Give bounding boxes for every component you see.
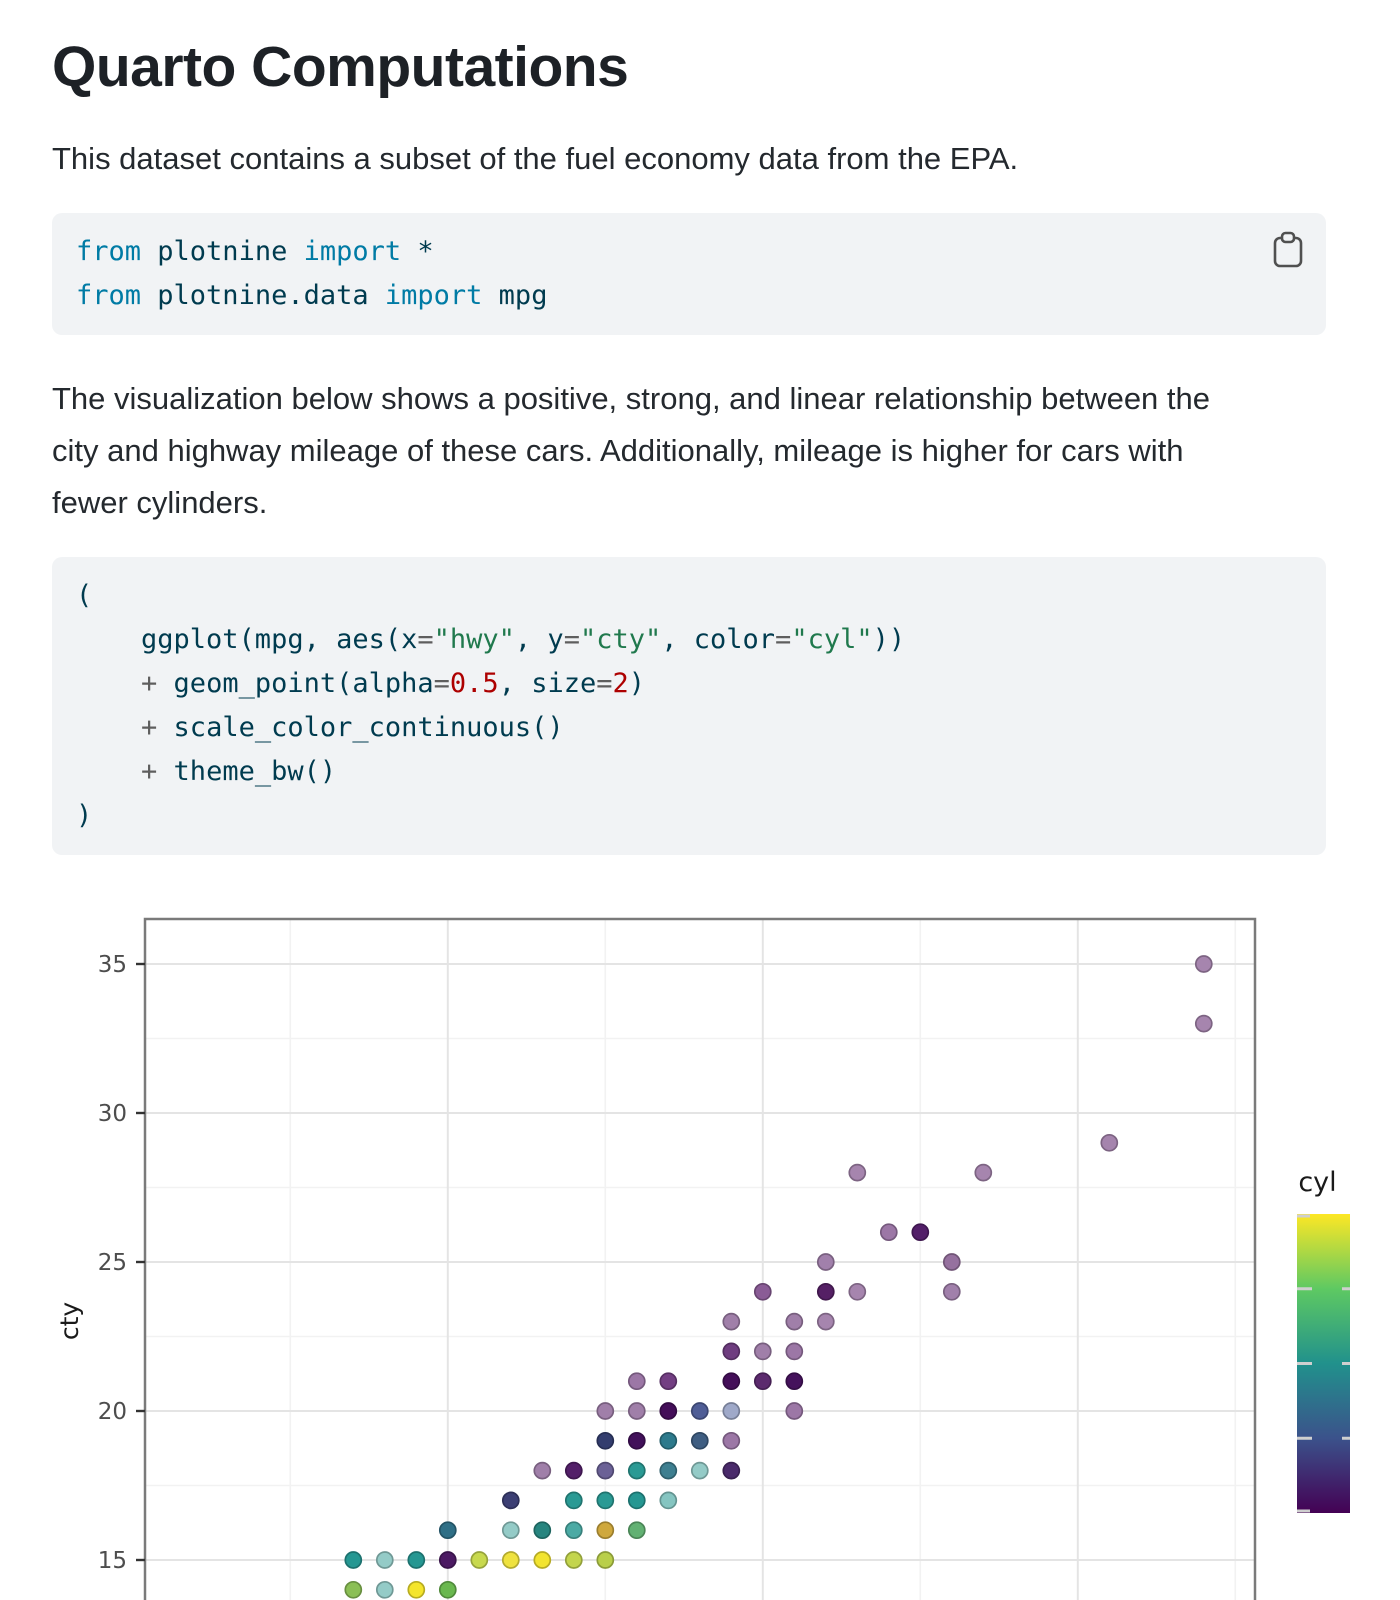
code-block-imports	[52, 213, 1326, 335]
code-imports	[76, 230, 1302, 318]
code-token: "cty"	[579, 623, 662, 655]
data-point	[377, 1552, 393, 1568]
code-token: theme_bw()	[157, 755, 337, 787]
data-point	[503, 1552, 519, 1568]
data-point	[723, 1403, 739, 1419]
y-tick-label: 25	[97, 1249, 127, 1276]
code-token: =	[775, 623, 792, 655]
code-token: +	[141, 667, 158, 699]
code-token: plotnine	[141, 235, 304, 267]
data-point	[408, 1581, 424, 1597]
code-token: , color	[661, 623, 776, 655]
scatter-plot-svg	[0, 893, 1400, 1600]
data-point	[534, 1522, 550, 1538]
data-point	[440, 1552, 456, 1568]
legend-title: cyl	[1298, 1166, 1337, 1198]
data-point	[912, 1224, 928, 1240]
data-point	[440, 1522, 456, 1538]
data-point	[660, 1373, 676, 1389]
data-point	[345, 1581, 361, 1597]
data-point	[377, 1581, 393, 1597]
data-point	[1196, 1015, 1212, 1031]
code-token	[76, 756, 141, 787]
data-point	[660, 1492, 676, 1508]
data-point	[818, 1254, 834, 1270]
data-point	[503, 1522, 519, 1538]
data-point	[597, 1522, 613, 1538]
data-point	[723, 1313, 739, 1329]
code-token: geom_point(alpha	[157, 667, 434, 699]
data-point	[1196, 956, 1212, 972]
data-point	[692, 1403, 708, 1419]
code-token: 2	[612, 667, 629, 699]
code-token: ggplot(mpg, aes(x	[76, 623, 418, 655]
data-point	[1101, 1134, 1117, 1150]
y-tick-label: 30	[97, 1100, 127, 1127]
data-point	[723, 1373, 739, 1389]
data-point	[566, 1552, 582, 1568]
data-point	[597, 1492, 613, 1508]
data-point	[597, 1462, 613, 1478]
code-token: )	[76, 799, 93, 831]
code-token: *	[401, 235, 434, 267]
code-token	[76, 668, 141, 699]
code-token: plotnine.data	[141, 279, 385, 311]
description-line: The visualization below shows a positive, strong, and linear relationship between the	[52, 380, 1211, 416]
data-point	[440, 1581, 456, 1597]
data-point	[660, 1403, 676, 1419]
code-token: mpg	[482, 279, 548, 311]
y-axis	[98, 952, 145, 1574]
y-tick-label: 15	[97, 1547, 127, 1574]
intro-paragraph	[52, 133, 1326, 185]
data-point	[944, 1283, 960, 1299]
y-tick-label: 35	[97, 951, 127, 978]
data-point	[534, 1462, 550, 1478]
data-point	[534, 1552, 550, 1568]
code-token: , size	[498, 667, 597, 699]
data-point	[692, 1432, 708, 1448]
data-point	[566, 1462, 582, 1478]
code-token: +	[141, 711, 158, 743]
code-token: from	[76, 235, 142, 267]
data-point	[755, 1283, 771, 1299]
data-point	[975, 1164, 991, 1180]
data-point	[723, 1432, 739, 1448]
data-point	[597, 1432, 613, 1448]
copy-code-button[interactable]	[1268, 227, 1308, 276]
data-point	[786, 1403, 802, 1419]
y-tick-label: 20	[97, 1398, 127, 1425]
description-line: city and highway mileage of these cars. Additionally, mileage is higher for cars with	[52, 432, 1184, 468]
data-point	[629, 1403, 645, 1419]
code-token	[76, 712, 141, 743]
code-plot	[76, 574, 1302, 838]
data-point	[723, 1462, 739, 1478]
scatter-plot-figure	[0, 893, 1400, 1600]
code-token: )	[628, 667, 646, 699]
code-token: 0.5	[449, 667, 499, 699]
code-token: ))	[872, 623, 906, 655]
code-token: "cyl"	[791, 623, 873, 655]
code-token: scale_color_continuous()	[157, 711, 564, 743]
data-point	[818, 1313, 834, 1329]
description-paragraph	[52, 373, 1326, 529]
clipboard-icon	[1272, 257, 1304, 272]
data-point	[660, 1462, 676, 1478]
data-point	[629, 1462, 645, 1478]
data-point	[408, 1552, 424, 1568]
data-point	[692, 1462, 708, 1478]
data-point	[566, 1492, 582, 1508]
data-point	[471, 1552, 487, 1568]
page-title: Quarto Computations	[52, 35, 629, 99]
data-point	[629, 1373, 645, 1389]
data-point	[944, 1254, 960, 1270]
code-token: import	[303, 235, 402, 267]
code-token: import	[384, 279, 483, 311]
data-point	[345, 1552, 361, 1568]
plot-panel	[145, 919, 1255, 1600]
data-point	[723, 1343, 739, 1359]
data-point	[597, 1552, 613, 1568]
code-token: "hwy"	[433, 623, 515, 655]
code-token: from	[76, 279, 142, 311]
data-point	[660, 1432, 676, 1448]
code-token: =	[596, 667, 613, 699]
data-point	[786, 1373, 802, 1389]
code-token: =	[433, 667, 450, 699]
data-point	[755, 1373, 771, 1389]
data-point	[629, 1522, 645, 1538]
data-point	[786, 1313, 802, 1329]
data-point	[597, 1403, 613, 1419]
data-point	[755, 1343, 771, 1359]
code-token: =	[563, 623, 580, 655]
data-point	[849, 1283, 865, 1299]
colorbar-legend	[1297, 1167, 1350, 1513]
data-point	[629, 1432, 645, 1448]
code-block-plot	[52, 557, 1326, 855]
data-point	[629, 1492, 645, 1508]
code-token: (	[76, 579, 93, 611]
code-token: , y	[514, 623, 564, 655]
data-point	[786, 1343, 802, 1359]
description-line: fewer cylinders.	[52, 484, 268, 520]
data-point	[881, 1224, 897, 1240]
data-point	[849, 1164, 865, 1180]
intro-text: This dataset contains a subset of the fuel economy data from the EPA.	[52, 140, 1019, 176]
data-point	[566, 1522, 582, 1538]
code-token: +	[141, 755, 158, 787]
data-point	[818, 1283, 834, 1299]
data-point	[503, 1492, 519, 1508]
y-axis-title: cty	[55, 1301, 84, 1340]
code-token: =	[417, 623, 434, 655]
